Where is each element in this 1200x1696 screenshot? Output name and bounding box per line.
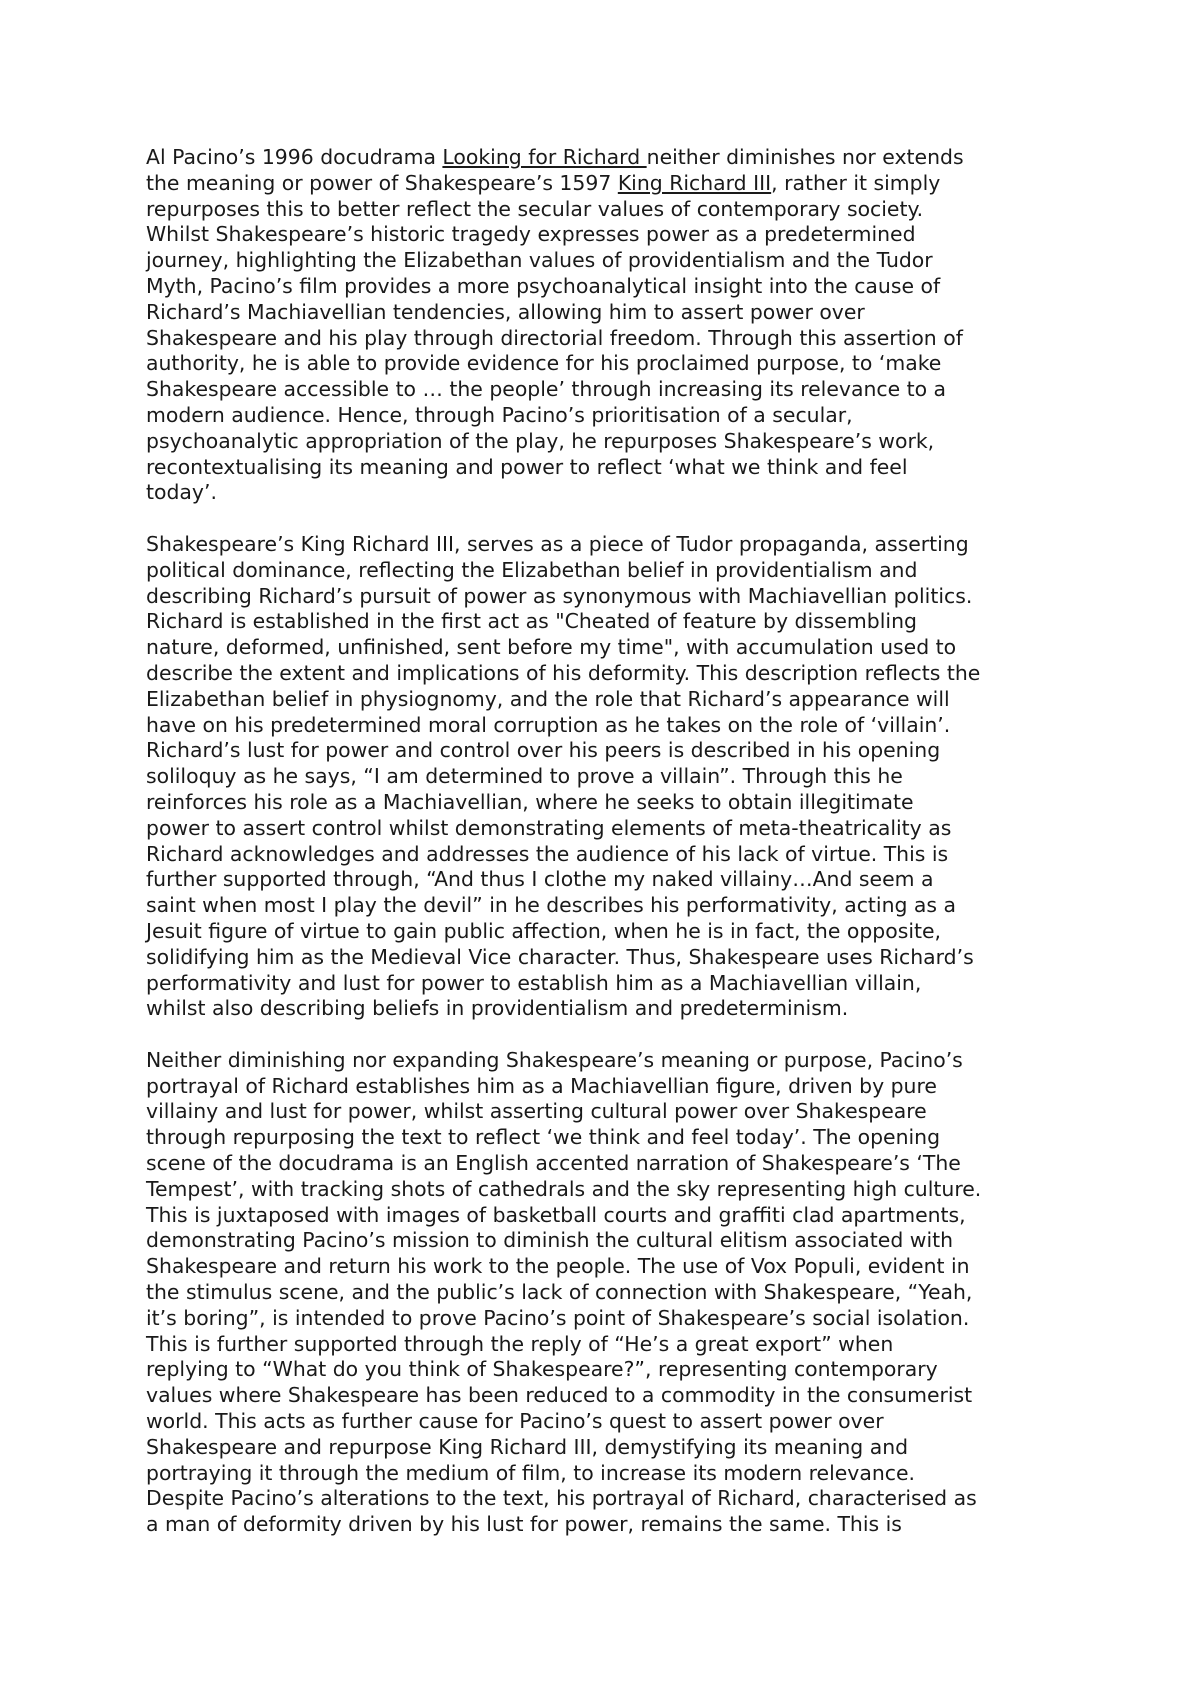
text-line (146, 171, 1066, 197)
underlined-title: Looking for Richard (442, 145, 647, 169)
text-line: authority, he is able to provide evidence for his proclaimed purpose, to ‘make (146, 351, 942, 376)
text-line: villainy and lust for power, whilst asserting cultural power over Shakespeare (146, 1099, 927, 1124)
text-line: Shakespeare and repurpose King Richard III, demystifying its meaning and (146, 1434, 909, 1459)
text-line: saint when most I play the devil” in he describes his performativity, acting as a (146, 893, 957, 918)
text-line: Shakespeare accessible to … the people’ through increasing its relevance to a (146, 377, 947, 402)
text-line: Elizabethan belief in physiognomy, and the role that Richard’s appearance will (146, 686, 950, 711)
text-line: it’s boring”, is intended to prove Pacino’s point of Shakespeare’s social isolation. (146, 1305, 970, 1330)
text-line: reinforces his role as a Machiavellian, where he seeks to obtain illegitimate (146, 789, 914, 814)
text-line: psychoanalytic appropriation of the play, he repurposes Shakespeare’s work, (146, 428, 935, 453)
text-line: solidifying him as the Medieval Vice character. Thus, Shakespeare uses Richard’s (146, 944, 974, 969)
text-line: have on his predetermined moral corruption as he takes on the role of ‘villain’. (146, 712, 951, 737)
text-line: describing Richard’s pursuit of power as synonymous with Machiavellian politics. (146, 583, 973, 608)
text-line: Richard’s Machiavellian tendencies, allowing him to assert power over (146, 299, 865, 324)
text-line: Myth, Pacino’s film provides a more psychoanalytical insight into the cause of (146, 273, 941, 298)
text-line: Richard is established in the first act as "Cheated of feature by dissembling (146, 609, 917, 634)
text-run: neither diminishes nor extends (646, 145, 964, 169)
text-line: power to assert control whilst demonstrating elements of meta-theatricality as (146, 815, 952, 840)
text-line: scene of the docudrama is an English accented narration of Shakespeare’s ‘The (146, 1151, 961, 1176)
text-line: This is juxtaposed with images of basketball courts and graffiti clad apartments, (146, 1202, 966, 1227)
text-line: world. This acts as further cause for Pacino’s quest to assert power over (146, 1409, 884, 1434)
text-line: the stimulus scene, and the public’s lack of connection with Shakespeare, “Yeah, (146, 1280, 973, 1305)
text-line: Jesuit figure of virtue to gain public affection, when he is in fact, the opposite, (146, 918, 942, 943)
text-line (146, 145, 1066, 171)
text-line: whilst also describing beliefs in providentialism and predeterminism. (146, 996, 849, 1021)
text-line: Tempest’, with tracking shots of cathedrals and the sky representing high culture. (146, 1176, 982, 1201)
text-line: describe the extent and implications of his deformity. This description reflects the (146, 660, 981, 685)
text-line: performativity and lust for power to establish him as a Machiavellian villain, (146, 970, 922, 995)
body-paragraph (146, 1048, 1066, 1538)
text-line: demonstrating Pacino’s mission to diminish the cultural elitism associated with (146, 1228, 954, 1253)
text-line: modern audience. Hence, through Pacino’s prioritisation of a secular, (146, 402, 853, 427)
text-line: Shakespeare’s King Richard III, serves as a piece of Tudor propaganda, asserting (146, 531, 969, 556)
text-line: through repurposing the text to reflect ‘we think and feel today’. The opening (146, 1125, 941, 1150)
text-line: Richard acknowledges and addresses the audience of his lack of virtue. This is (146, 841, 949, 866)
text-line: replying to “What do you think of Shakespeare?”, representing contemporary (146, 1357, 938, 1382)
text-line: values where Shakespeare has been reduced to a commodity in the consumerist (146, 1383, 973, 1408)
text-line: This is further supported through the reply of “He’s a great export” when (146, 1331, 894, 1356)
text-line: recontextualising its meaning and power to reflect ‘what we think and feel (146, 454, 908, 479)
text-line: Whilst Shakespeare’s historic tragedy expresses power as a predetermined (146, 222, 916, 247)
text-line: nature, deformed, unfinished, sent before my time", with accumulation used to (146, 635, 957, 660)
underlined-title: King Richard III (617, 170, 772, 195)
document-page (146, 145, 1066, 1564)
text-run: Al Pacino’s 1996 docudrama (146, 145, 443, 169)
text-line: Neither diminishing nor expanding Shakespeare’s meaning or purpose, Pacino’s (146, 1047, 963, 1072)
text-line: Shakespeare and his play through directorial freedom. Through this assertion of (146, 325, 963, 350)
text-line: a man of deformity driven by his lust for power, remains the same. This is (146, 1512, 902, 1537)
text-line: repurposes this to better reflect the secular values of contemporary society. (146, 196, 924, 221)
text-line: journey, highlighting the Elizabethan values of providentialism and the Tudor (146, 248, 933, 273)
body-paragraph (146, 532, 1066, 1022)
body-paragraph (146, 145, 1066, 506)
text-line: today’. (146, 480, 217, 505)
text-line: portrayal of Richard establishes him as a Machiavellian figure, driven by pure (146, 1073, 937, 1098)
text-run: the meaning or power of Shakespeare’s 1597 (146, 170, 618, 195)
text-line: soliloquy as he says, “I am determined to prove a villain”. Through this he (146, 764, 903, 789)
text-line: political dominance, reflecting the Elizabethan belief in providentialism and (146, 557, 918, 582)
text-run: , rather it simply (771, 170, 941, 195)
text-line: Shakespeare and return his work to the people. The use of Vox Populi, evident in (146, 1254, 970, 1279)
text-line: Richard’s lust for power and control over his peers is described in his opening (146, 738, 941, 763)
text-line: portraying it through the medium of film, to increase its modern relevance. (146, 1460, 916, 1485)
text-line: Despite Pacino’s alterations to the text, his portrayal of Richard, characterised as (146, 1486, 977, 1511)
text-line: further supported through, “And thus I clothe my naked villainy…And seem a (146, 867, 934, 892)
